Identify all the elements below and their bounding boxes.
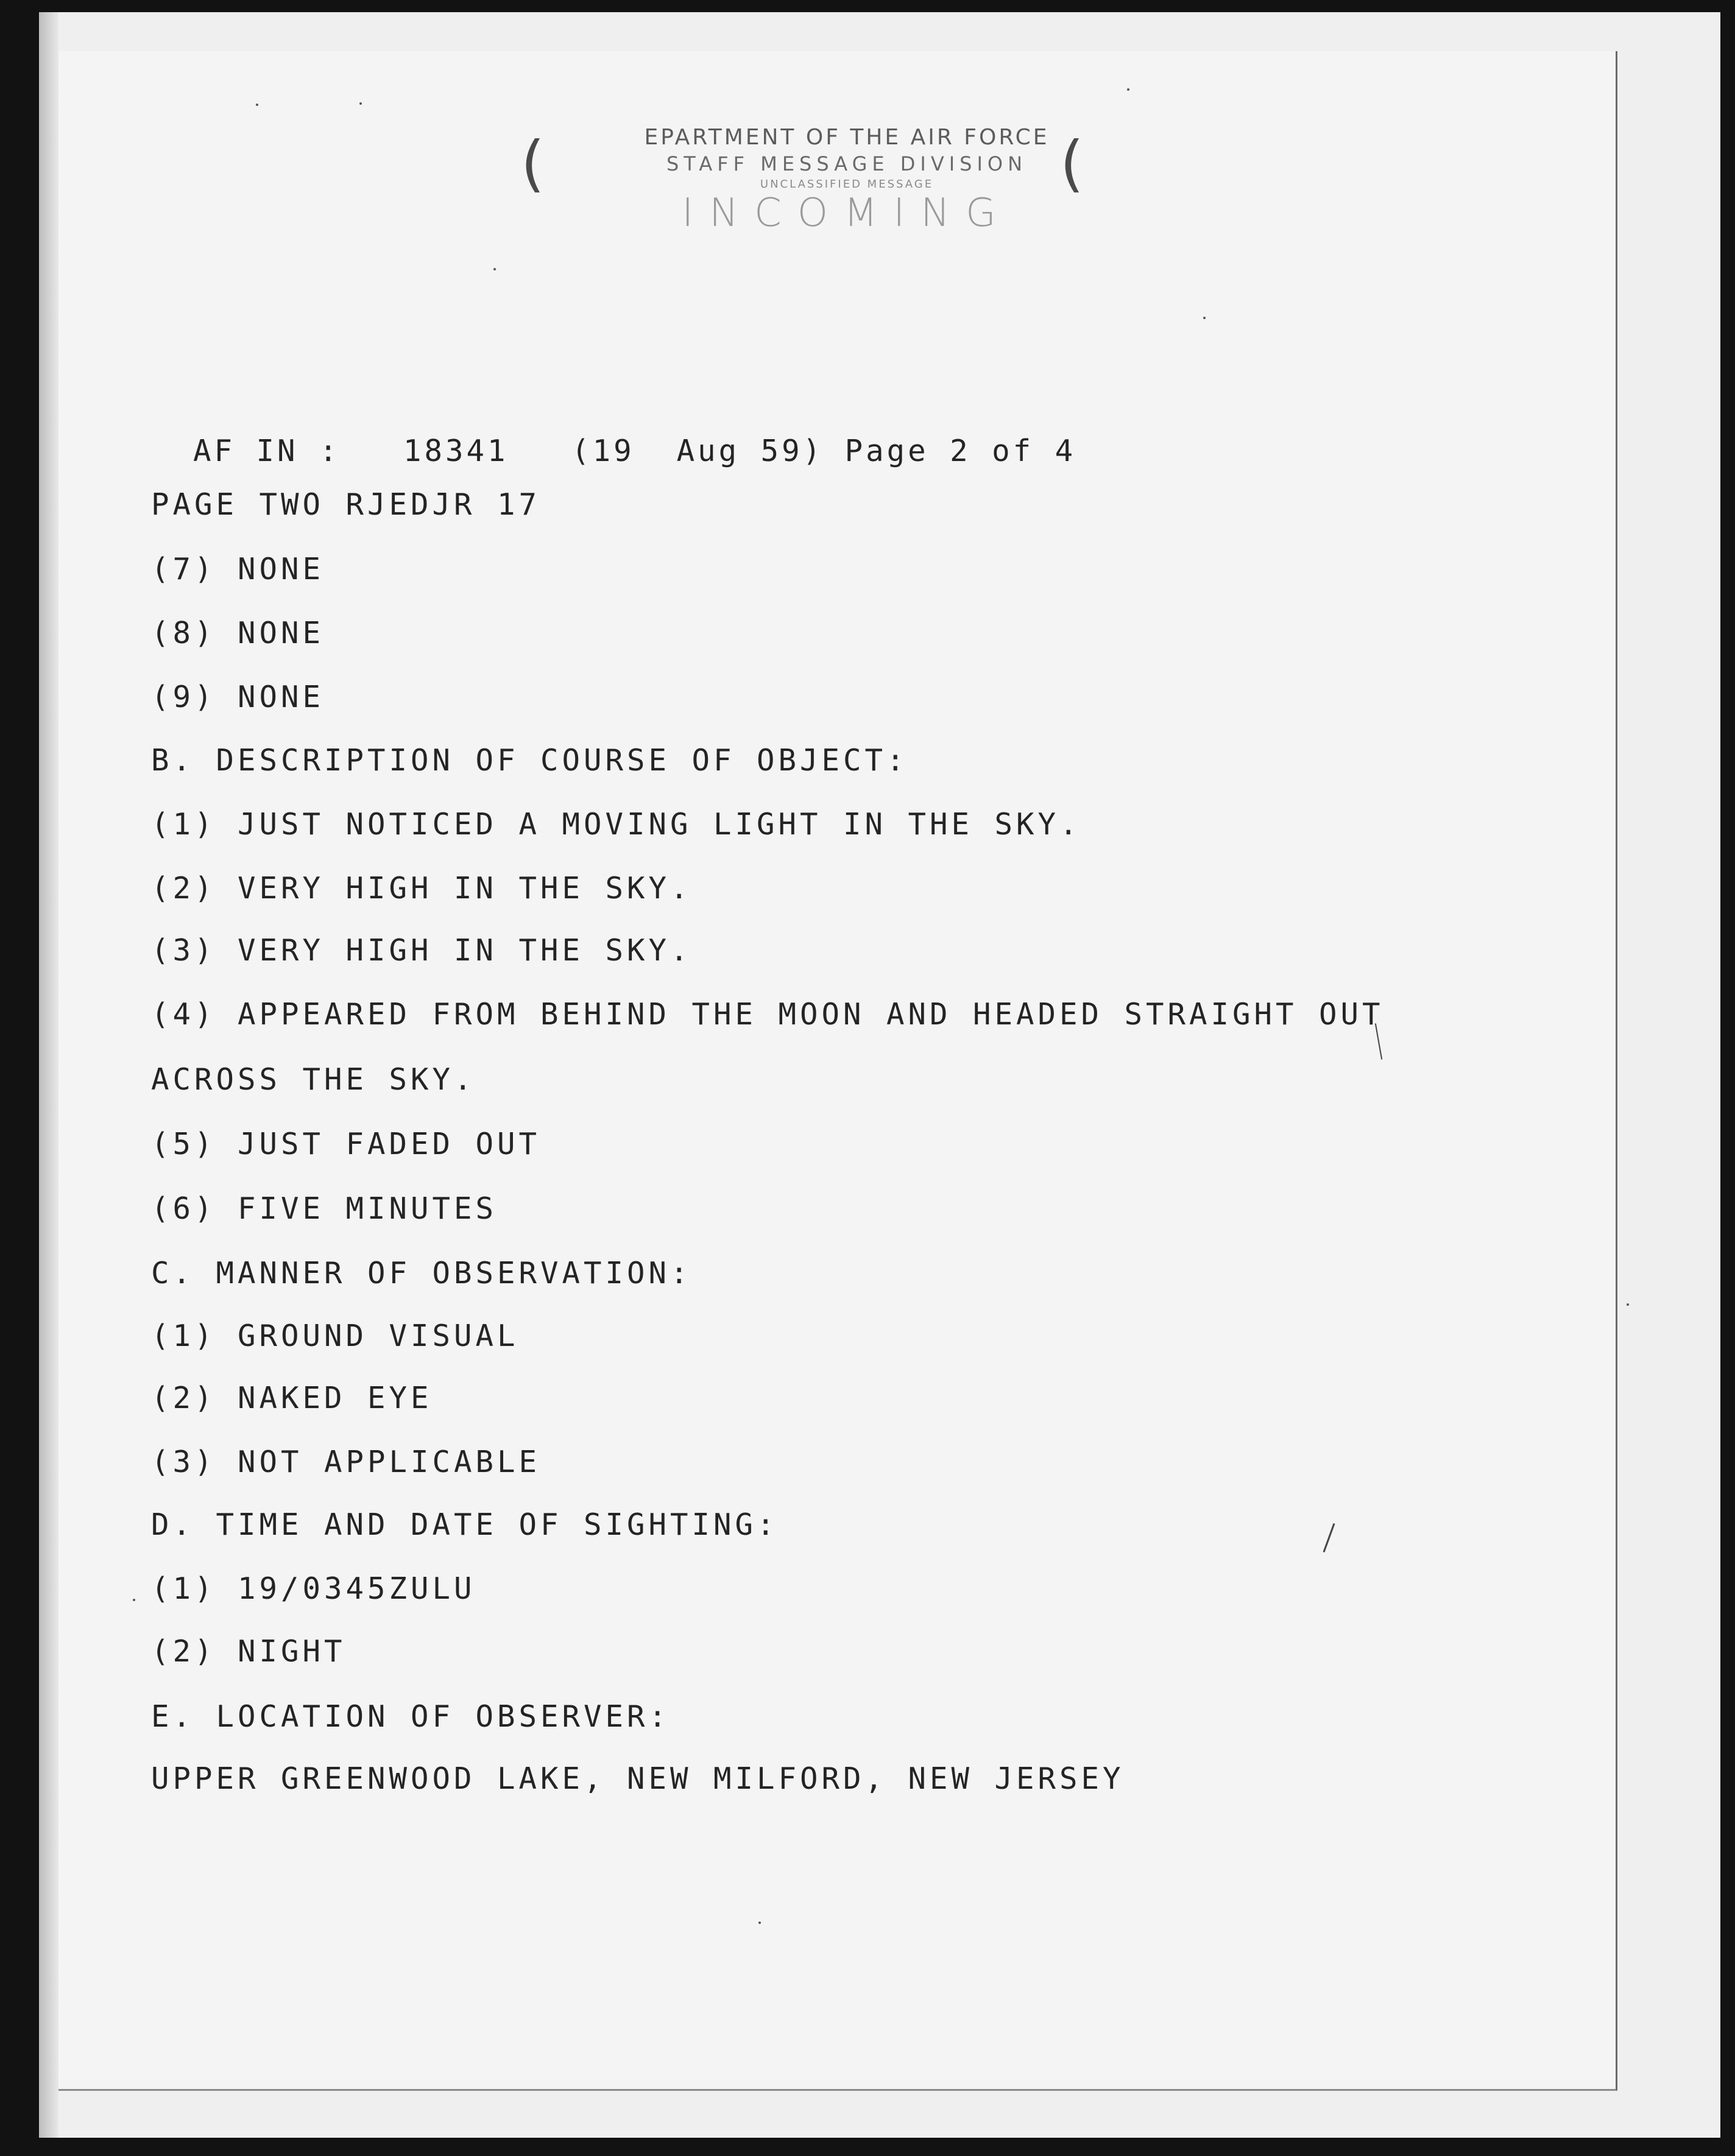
reference-line xyxy=(151,399,1076,468)
scan-speck xyxy=(256,104,258,106)
body-line: (1) GROUND VISUAL xyxy=(151,1319,519,1353)
body-line: (5) JUST FADED OUT xyxy=(151,1127,541,1161)
scan-speck xyxy=(493,268,496,270)
body-line: D. TIME AND DATE OF SIGHTING: xyxy=(151,1507,779,1542)
body-line: (1) 19/0345ZULU xyxy=(151,1571,476,1606)
reference-label: AF IN : xyxy=(193,434,341,468)
scan-speck xyxy=(1627,1303,1629,1306)
header-department: EPARTMENT OF THE AIR FORCE xyxy=(644,125,1050,150)
reference-number: 18341 xyxy=(403,434,509,468)
body-line: (2) NAKED EYE xyxy=(151,1381,433,1415)
body-line: (3) NOT APPLICABLE xyxy=(151,1445,541,1479)
scan-speck xyxy=(1203,317,1206,319)
body-line: (7) NONE xyxy=(151,552,325,587)
scan-speck xyxy=(758,1922,761,1924)
reference-date: (19 Aug 59) xyxy=(571,434,824,468)
body-line: UPPER GREENWOOD LAKE, NEW MILFORD, NEW JERSEY xyxy=(151,1761,1125,1796)
body-line: B. DESCRIPTION OF COURSE OF OBJECT: xyxy=(151,743,908,778)
body-line: E. LOCATION OF OBSERVER: xyxy=(151,1699,671,1734)
right-parenthesis-mark: ( xyxy=(1060,128,1084,199)
scan-speck xyxy=(133,1599,135,1601)
message-header xyxy=(609,125,1084,236)
body-line: (3) VERY HIGH IN THE SKY. xyxy=(151,933,692,968)
scan-speck xyxy=(1127,88,1129,91)
body-line: C. MANNER OF OBSERVATION: xyxy=(151,1256,692,1291)
scan-speck xyxy=(359,102,362,105)
body-line: (2) NIGHT xyxy=(151,1634,346,1669)
body-line: ACROSS THE SKY. xyxy=(151,1062,476,1097)
reference-page: Page 2 of 4 xyxy=(844,434,1076,468)
body-line: PAGE TWO RJEDJR 17 xyxy=(151,487,541,522)
paper-edge-shadow xyxy=(39,12,58,2138)
body-line: (4) APPEARED FROM BEHIND THE MOON AND HEADED STRAIGHT OUT xyxy=(151,997,1384,1032)
body-line: (9) NONE xyxy=(151,680,325,714)
body-line: (8) NONE xyxy=(151,616,325,650)
body-line: (2) VERY HIGH IN THE SKY. xyxy=(151,871,692,906)
left-parenthesis-mark: ( xyxy=(521,128,545,199)
body-line: (6) FIVE MINUTES xyxy=(151,1191,498,1226)
header-classification: UNCLASSIFIED MESSAGE xyxy=(760,178,934,191)
header-incoming: INCOMING xyxy=(682,191,1012,236)
body-line: (1) JUST NOTICED A MOVING LIGHT IN THE SKY. xyxy=(151,807,1081,842)
header-division: STAFF MESSAGE DIVISION xyxy=(666,152,1028,175)
